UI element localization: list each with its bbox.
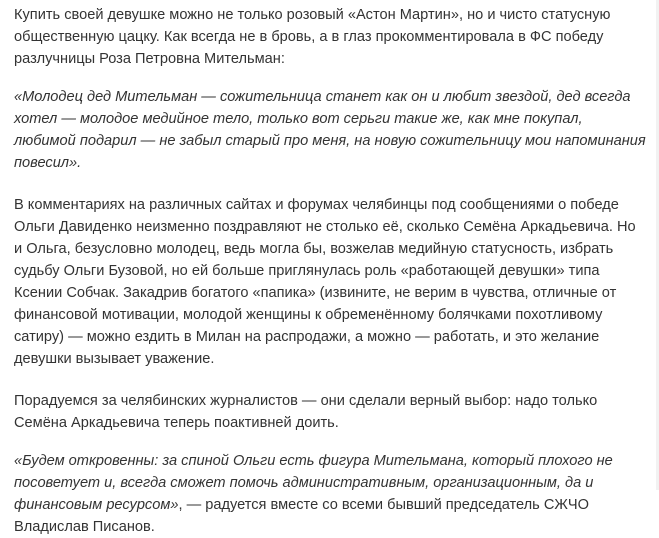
- quote-text: «Будем откровенны: за спиной Ольги есть фигура Мительмана, который плохого не посоветует и, всегда сможет помочь административным, организационным, да и финансовым ресурсом»: [14, 453, 613, 513]
- paragraph-text: , — радуется вместе со всеми бывший председатель СЖЧО Владислав Писанов.: [14, 497, 589, 535]
- article-quote-paragraph: [14, 86, 646, 174]
- article-quote-paragraph: [14, 450, 646, 538]
- article-paragraph: [14, 194, 646, 370]
- article-body: [14, 4, 646, 538]
- paragraph-text: Купить своей девушке можно не только розовый «Астон Мартин», но и чисто статусную общественную цацку. Как всегда не в бровь, а в глаз прокомментировала в ФС победу разлучницы Роза Петровна Мительман:: [14, 7, 611, 67]
- article-paragraph: [14, 390, 646, 434]
- paragraph-text: Порадуемся за челябинских журналистов — они сделали верный выбор: надо только Семёна Аркадьевича теперь поактивней доить.: [14, 393, 598, 431]
- article-paragraph: [14, 4, 646, 70]
- paragraph-text: В комментариях на различных сайтах и форумах челябинцы под сообщениями о победе Ольги Давиденко неизменно поздравляют не столько её, сколько Семёна Аркадьевича. Но и Ольга, безусловно молодец, ведь могла бы, возжелав медийную статусность, избрать судьбу Ольги Бузовой, но ей больше приглянулась роль «работающей девушки» типа Ксении Собчак. Закадрив богатого «папика» (извините, не верим в чувства, отличные от финансовой мотивации, молодой женщины к обременённому болячками похотливому сатиру) — можно ездить в Милан на распродажи, а можно — работать, и это желание девушки вызывает уважение.: [14, 197, 636, 367]
- quote-text: «Молодец дед Мительман — сожительница станет как он и любит звездой, дед всегда хотел — молодое медийное тело, только вот серьги такие же, как мне покупал, любимой подарил — не забыл старый про меня, на новую сожительницу мои напоминания повесил».: [14, 89, 646, 171]
